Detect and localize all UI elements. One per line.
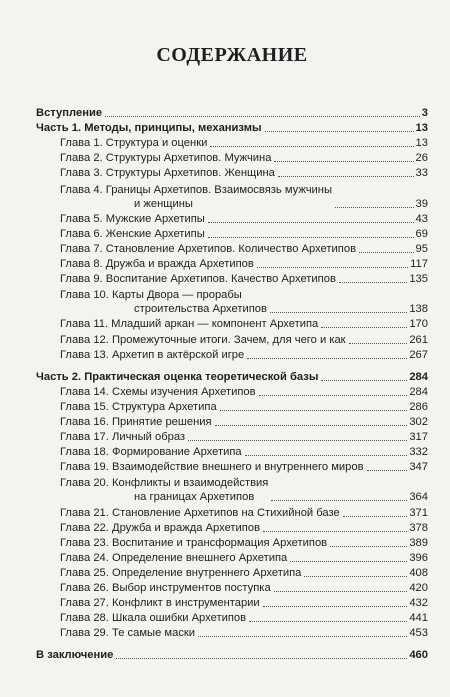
toc-entry-title: Глава 9. Воспитание Архетипов. Качество Архетипов <box>60 273 336 286</box>
toc-entry-title: Глава 10. Карты Двора — прорабы <box>60 289 242 302</box>
toc-entry-text <box>36 370 318 384</box>
toc-entry-text <box>60 476 268 504</box>
toc-chapter-entry <box>36 226 428 241</box>
toc-entry-text <box>60 430 185 444</box>
toc-entry-title: Глава 24. Определение внешнего Архетипа <box>60 551 288 564</box>
dot-leader <box>257 267 408 268</box>
dot-leader <box>105 116 420 117</box>
dot-leader <box>249 621 407 622</box>
toc-chapter-entry <box>36 474 428 504</box>
toc-page-number: 396 <box>409 551 428 564</box>
toc-entry-title: Глава 2. Структуры Архетипов. Мужчина <box>60 152 272 165</box>
toc-entry-text <box>60 385 256 399</box>
toc-page-number: 432 <box>409 597 428 610</box>
toc-entry-title: Глава 4. Границы Архетипов. Взаимосвязь мужчины <box>60 183 333 196</box>
toc-chapter-entry <box>36 595 428 610</box>
toc-entry-text <box>60 506 340 520</box>
toc-entry-title: Глава 1. Структура и оценки <box>60 137 208 150</box>
toc-entry-title-continuation: строительства Архетипов <box>134 303 267 316</box>
dot-leader <box>263 606 408 607</box>
toc-entry-text <box>60 257 254 271</box>
toc-page-number: 267 <box>409 348 428 361</box>
dot-leader <box>271 500 407 501</box>
toc-entry-text <box>36 121 262 135</box>
toc-chapter-entry <box>36 271 428 286</box>
toc-entry-text <box>60 551 287 565</box>
toc-chapter-entry <box>36 429 428 444</box>
dot-leader <box>210 146 413 147</box>
dot-leader <box>278 176 414 177</box>
toc-chapter-entry <box>36 565 428 580</box>
toc-entry-title: В заключение <box>36 649 114 662</box>
toc-entry-title: Часть 2. Практическая оценка теоретической базы <box>36 370 319 383</box>
toc-chapter-entry <box>36 610 428 625</box>
toc-entry-title: Глава 3. Структуры Архетипов. Женщина <box>60 167 275 180</box>
toc-chapter-entry <box>36 135 428 150</box>
dot-leader <box>208 237 414 238</box>
toc-entry-text <box>60 166 275 180</box>
toc-chapter-entry <box>36 444 428 459</box>
toc-page-number: 286 <box>409 400 428 413</box>
toc-entry-title: Глава 20. Конфликты и взаимодействия <box>60 477 269 490</box>
toc-chapter-entry <box>36 625 428 640</box>
toc-entry-text <box>60 521 260 535</box>
toc-entry-text <box>60 242 356 256</box>
toc-entry-text <box>60 581 271 595</box>
toc-entry-text <box>60 566 301 580</box>
dot-leader <box>270 312 407 313</box>
toc-page-number: 69 <box>415 227 428 240</box>
toc-entry-title: Глава 16. Принятие решения <box>60 415 212 428</box>
toc-entry-title: Глава 21. Становление Архетипов на Стихийной базе <box>60 506 340 519</box>
dot-leader <box>245 455 408 456</box>
table-of-contents <box>36 105 428 662</box>
toc-part-entry <box>36 105 428 120</box>
dot-leader <box>116 658 407 659</box>
dot-leader <box>321 327 407 328</box>
toc-entry-title: Глава 22. Дружба и вражда Архетипов <box>60 521 261 534</box>
toc-page-number: 33 <box>415 167 428 180</box>
toc-page-number: 364 <box>409 491 428 504</box>
toc-entry-text <box>60 611 246 625</box>
dot-leader <box>247 358 407 359</box>
toc-chapter-entry <box>36 459 428 474</box>
toc-entry-title: Глава 7. Становление Архетипов. Количество Архетипов <box>60 242 357 255</box>
toc-entry-title: Глава 28. Шкала ошибки Архетипов <box>60 612 247 625</box>
toc-entry-title: Глава 14. Схемы изучения Архетипов <box>60 385 256 398</box>
dot-leader <box>215 425 408 426</box>
dot-leader <box>359 252 414 253</box>
toc-entry-text <box>60 151 271 165</box>
toc-entry-title: Вступление <box>36 107 103 120</box>
toc-page-number: 26 <box>415 152 428 165</box>
toc-page-number: 460 <box>409 649 428 662</box>
toc-entry-title: Глава 19. Взаимодействие внешнего и внутреннего миров <box>60 461 364 474</box>
toc-chapter-entry <box>36 550 428 565</box>
toc-page-number: 420 <box>409 582 428 594</box>
dot-leader <box>321 380 407 381</box>
toc-page-number: 302 <box>409 415 428 428</box>
toc-page-number: 261 <box>409 333 428 346</box>
toc-entry-title: Глава 17. Личный образ <box>60 431 186 444</box>
toc-chapter-entry <box>36 520 428 535</box>
toc-chapter-entry <box>36 331 428 346</box>
toc-entry-text <box>60 445 242 459</box>
dot-leader <box>349 343 408 344</box>
toc-chapter-entry <box>36 504 428 519</box>
toc-page-number: 3 <box>421 107 428 120</box>
toc-page-number: 389 <box>409 536 428 549</box>
dot-leader <box>335 207 414 208</box>
toc-page-number: 135 <box>409 273 428 286</box>
toc-page-number: 378 <box>409 521 428 534</box>
toc-entry-title: Глава 29. Те самые маски <box>60 627 196 640</box>
toc-chapter-entry <box>36 316 428 331</box>
dot-leader <box>304 576 407 577</box>
toc-chapter-entry <box>36 165 428 180</box>
dot-leader <box>367 470 408 471</box>
toc-chapter-entry <box>36 256 428 271</box>
toc-entry-title-continuation: и женщины <box>134 197 193 210</box>
toc-page-number: 117 <box>410 258 428 271</box>
toc-entry-title: Глава 6. Женские Архетипы <box>60 227 205 240</box>
toc-page-number: 441 <box>409 612 428 625</box>
dot-leader <box>220 410 408 411</box>
toc-entry-title: Глава 12. Промежуточные итоги. Зачем, для чего и как <box>60 333 346 346</box>
dot-leader <box>259 395 408 396</box>
toc-chapter-entry <box>36 535 428 550</box>
toc-page-number: 453 <box>409 627 428 640</box>
toc-part-entry <box>36 120 428 135</box>
toc-entry-text <box>36 648 113 662</box>
toc-entry-title: Глава 5. Мужские Архетипы <box>60 212 205 225</box>
toc-entry-text <box>60 183 332 211</box>
toc-page-number: 170 <box>409 318 428 331</box>
toc-page-number: 408 <box>409 566 428 579</box>
toc-entry-text <box>60 348 244 362</box>
dot-leader <box>290 561 407 562</box>
toc-page-number: 43 <box>415 212 428 225</box>
page-title: СОДЕРЖАНИЕ <box>156 44 308 66</box>
toc-entry-text <box>60 272 336 286</box>
toc-entry-text <box>60 212 205 226</box>
toc-page-number: 138 <box>409 303 428 316</box>
toc-page-number: 371 <box>409 506 428 519</box>
dot-leader <box>274 591 408 592</box>
toc-chapter-entry <box>36 414 428 429</box>
toc-page-number: 317 <box>409 431 428 444</box>
dot-leader <box>188 440 407 441</box>
toc-entry-text <box>60 460 364 474</box>
toc-chapter-entry <box>36 180 428 210</box>
toc-chapter-entry <box>36 347 428 362</box>
toc-entry-title: Глава 15. Структура Архетипа <box>60 400 217 413</box>
toc-chapter-entry <box>36 211 428 226</box>
toc-entry-text <box>36 106 102 120</box>
toc-entry-text <box>60 288 267 316</box>
toc-entry-text <box>60 136 207 150</box>
toc-page-number: 39 <box>415 197 428 210</box>
dot-leader <box>274 161 413 162</box>
toc-page-number: 284 <box>409 385 428 398</box>
toc-chapter-entry <box>36 399 428 414</box>
toc-page-number: 332 <box>409 446 428 459</box>
toc-page-number: 13 <box>415 137 428 150</box>
dot-leader <box>330 546 407 547</box>
dot-leader <box>343 516 408 517</box>
toc-entry-title-continuation: на границах Архетипов <box>134 491 255 504</box>
toc-entry-title: Глава 18. Формирование Архетипа <box>60 446 242 459</box>
toc-chapter-entry <box>36 241 428 256</box>
toc-entry-title: Глава 26. Выбор инструментов поступка <box>60 582 271 594</box>
toc-entry-text <box>60 596 260 610</box>
toc-chapter-entry <box>36 286 428 316</box>
toc-entry-title: Часть 1. Методы, принципы, механизмы <box>36 122 262 135</box>
toc-entry-text <box>60 227 205 241</box>
toc-chapter-entry <box>36 580 428 595</box>
toc-entry-text <box>60 317 318 331</box>
toc-chapter-entry <box>36 384 428 399</box>
toc-page-number: 284 <box>409 370 428 383</box>
dot-leader <box>265 131 414 132</box>
toc-entry-title: Глава 25. Определение внутреннего Архетипа <box>60 566 302 579</box>
dot-leader <box>198 636 407 637</box>
toc-entry-title: Глава 11. Младший аркан — компонент Архетипа <box>60 318 319 331</box>
dot-leader <box>208 222 414 223</box>
toc-page-number: 95 <box>415 242 428 255</box>
toc-entry-text <box>60 333 346 347</box>
section-gap <box>36 640 428 647</box>
toc-chapter-entry <box>36 150 428 165</box>
toc-part-entry <box>36 647 428 662</box>
toc-entry-text <box>60 536 327 550</box>
dot-leader <box>339 282 407 283</box>
toc-part-entry <box>36 369 428 384</box>
toc-entry-title: Глава 23. Воспитание и трансформация Архетипов <box>60 536 328 549</box>
dot-leader <box>263 531 407 532</box>
section-gap <box>36 362 428 369</box>
toc-entry-title: Глава 13. Архетип в актёрской игре <box>60 348 245 361</box>
toc-entry-title: Глава 27. Конфликт в инструментарии <box>60 597 260 610</box>
toc-entry-title: Глава 8. Дружба и вражда Архетипов <box>60 258 254 271</box>
toc-page-number: 347 <box>409 461 428 474</box>
toc-entry-text <box>60 400 217 414</box>
toc-entry-text <box>60 626 195 640</box>
toc-page-number: 13 <box>415 122 428 135</box>
toc-entry-text <box>60 415 212 429</box>
